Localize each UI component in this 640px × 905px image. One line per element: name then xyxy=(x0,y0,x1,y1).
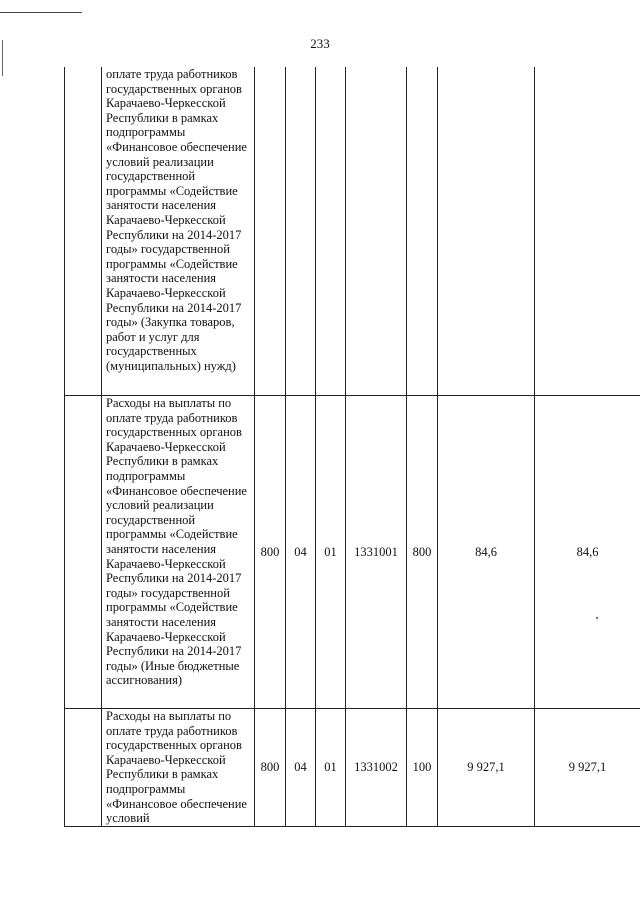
description-cell: Расходы на выплаты по оплате труда работников государственных органов Карачаево-Черкесской Республики в рамках подпрограммы «Финансовое обеспечение условий реализации государственной программы «Содействие занятости населения Карачаево-Черкесской Республики на 2014-2017 годы» государственной программы «Содействие занятости населения Карачаево-Черкесской Республики на 2014-2017 годы» (Иные бюджетные ассигнования) xyxy=(102,396,255,709)
table-row xyxy=(65,709,640,827)
section-cell xyxy=(286,67,316,396)
target-article-cell: 1331002 xyxy=(346,709,407,827)
target-article-cell xyxy=(346,67,407,396)
description-cell: оплате труда работников государственных органов Карачаево-Черкесской Республики в рамках подпрограммы «Финансовое обеспечение условий реализации государственной программы «Содействие занятости населения Карачаево-Черкесской Республики на 2014-2017 годы» государственной программы «Содействие занятости населения Карачаево-Черкесской Республики на 2014-2017 годы» (Закупка товаров, работ и услуг для государственных (муниципальных) нужд) xyxy=(102,67,255,396)
subsection-cell: 01 xyxy=(316,709,346,827)
amount-total-cell: 84,6 xyxy=(535,396,640,709)
row-number-cell xyxy=(65,709,102,827)
section-cell: 04 xyxy=(286,396,316,709)
scan-artifact-top-line xyxy=(0,12,82,13)
amount-cell xyxy=(438,67,535,396)
amount-cell: 84,6 xyxy=(438,396,535,709)
expense-type-cell: 100 xyxy=(407,709,438,827)
ministry-cell xyxy=(255,67,286,396)
section-cell: 04 xyxy=(286,709,316,827)
target-article-cell: 1331001 xyxy=(346,396,407,709)
expense-type-cell: 800 xyxy=(407,396,438,709)
subsection-cell xyxy=(316,67,346,396)
table-row xyxy=(65,67,640,396)
ministry-cell: 800 xyxy=(255,709,286,827)
page-number: 233 xyxy=(310,36,330,51)
row-number-cell xyxy=(65,396,102,709)
amount-cell: 9 927,1 xyxy=(438,709,535,827)
subsection-cell: 01 xyxy=(316,396,346,709)
row-number-cell xyxy=(65,67,102,396)
budget-table xyxy=(64,67,640,827)
table-row xyxy=(65,396,640,709)
ministry-cell: 800 xyxy=(255,396,286,709)
description-cell: Расходы на выплаты по оплате труда работников государственных органов Карачаево-Черкесской Республики в рамках подпрограммы «Финансовое обеспечение условий xyxy=(102,709,255,827)
amount-total-cell: 9 927,1 xyxy=(535,709,640,827)
amount-total-cell xyxy=(535,67,640,396)
expense-type-cell xyxy=(407,67,438,396)
